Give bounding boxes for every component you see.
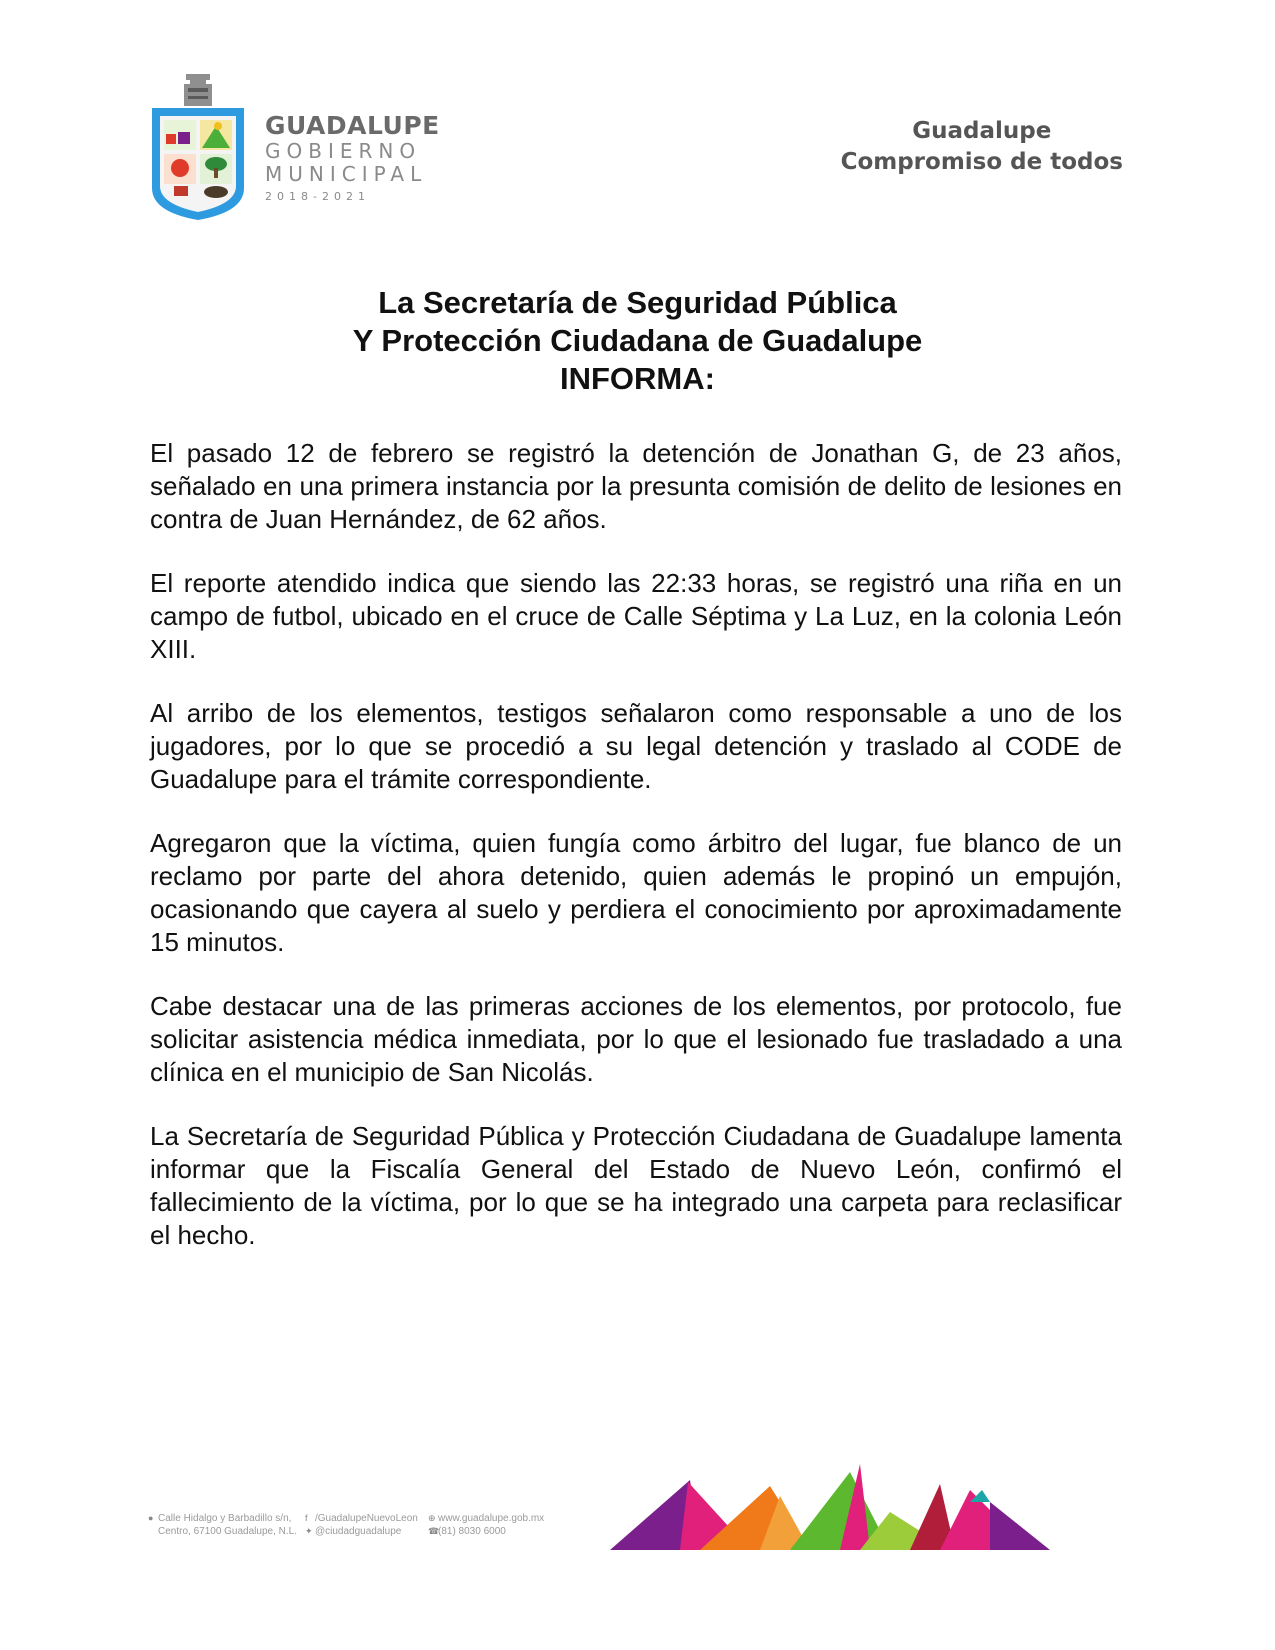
location-pin-icon: ● (148, 1513, 154, 1523)
logo-years: 2018-2021 (265, 190, 370, 203)
phone-icon: ☎ (428, 1526, 440, 1536)
paragraph-3: Al arribo de los elementos, testigos señalaron como responsable a uno de los jugadores, por lo que se procedió a su legal detención y traslado al CODE de Guadalupe para el trámite correspondiente. (150, 698, 1122, 794)
paragraph-4: Agregaron que la víctima, quien fungía como árbitro del lugar, fue blanco de un reclamo por parte del ahora detenido, quien además le propinó un empujón, ocasionando que cayera al suelo y perdiera el conocimiento por aproximadamente 15 minutos. (150, 828, 1122, 957)
document-title (150, 284, 1125, 398)
slogan-line-2: Compromiso de todos (840, 149, 1123, 175)
title-line-1: La Secretaría de Seguridad Pública (378, 285, 897, 320)
globe-icon: ⊕ (428, 1513, 436, 1523)
logo-line-gobierno: GOBIERNO (265, 139, 422, 163)
footer-address (148, 1512, 297, 1538)
paragraph-2: El reporte atendido indica que siendo las 22:33 horas, se registró una riña en un campo de futbol, ubicado en el cruce de Calle Séptima y La Luz, en la colonia León XIII. (150, 568, 1122, 664)
phone-number: (81) 8030 6000 (438, 1526, 506, 1537)
twitter-icon: ✦ (305, 1526, 313, 1536)
website-link[interactable]: www.guadalupe.gob.mx (438, 1513, 545, 1524)
logo-title: GUADALUPE (265, 111, 440, 140)
municipal-logo-text (265, 112, 445, 206)
address-line-1: Calle Hidalgo y Barbadillo s/n, (158, 1513, 292, 1524)
title-line-2: Y Protección Ciudadana de Guadalupe (352, 323, 923, 358)
title-line-3: INFORMA: (560, 361, 715, 396)
logo-line-municipal: MUNICIPAL (265, 162, 428, 186)
footer-web-phone (428, 1512, 544, 1538)
facebook-handle[interactable]: /GuadalupeNuevoLeon (315, 1513, 418, 1524)
slogan (841, 116, 1123, 178)
footer-social (305, 1512, 418, 1538)
document-body (150, 437, 1122, 1283)
facebook-icon: f (305, 1513, 308, 1523)
letterhead (0, 0, 1275, 260)
municipal-crest-icon (148, 72, 248, 222)
twitter-handle[interactable]: @ciudadguadalupe (315, 1526, 402, 1537)
address-line-2: Centro, 67100 Guadalupe, N.L. (158, 1526, 297, 1537)
paragraph-1: El pasado 12 de febrero se registró la detención de Jonathan G, de 23 años, señalado en una primera instancia por la presunta comisión de delito de lesiones en contra de Juan Hernández, de 62 años. (150, 438, 1122, 534)
mountains-graphic-icon (610, 1462, 1090, 1554)
slogan-line-1: Guadalupe (912, 118, 1052, 144)
paragraph-6: La Secretaría de Seguridad Pública y Protección Ciudadana de Guadalupe lamenta informar que la Fiscalía General del Estado de Nuevo León, confirmó el fallecimiento de la víctima, por lo que se ha integrado una carpeta para reclasificar el hecho. (150, 1121, 1122, 1250)
paragraph-5: Cabe destacar una de las primeras acciones de los elementos, por protocolo, fue solicitar asistencia médica inmediata, por lo que el lesionado fue trasladado a una clínica en el municipio de San Nicolás. (150, 991, 1122, 1087)
